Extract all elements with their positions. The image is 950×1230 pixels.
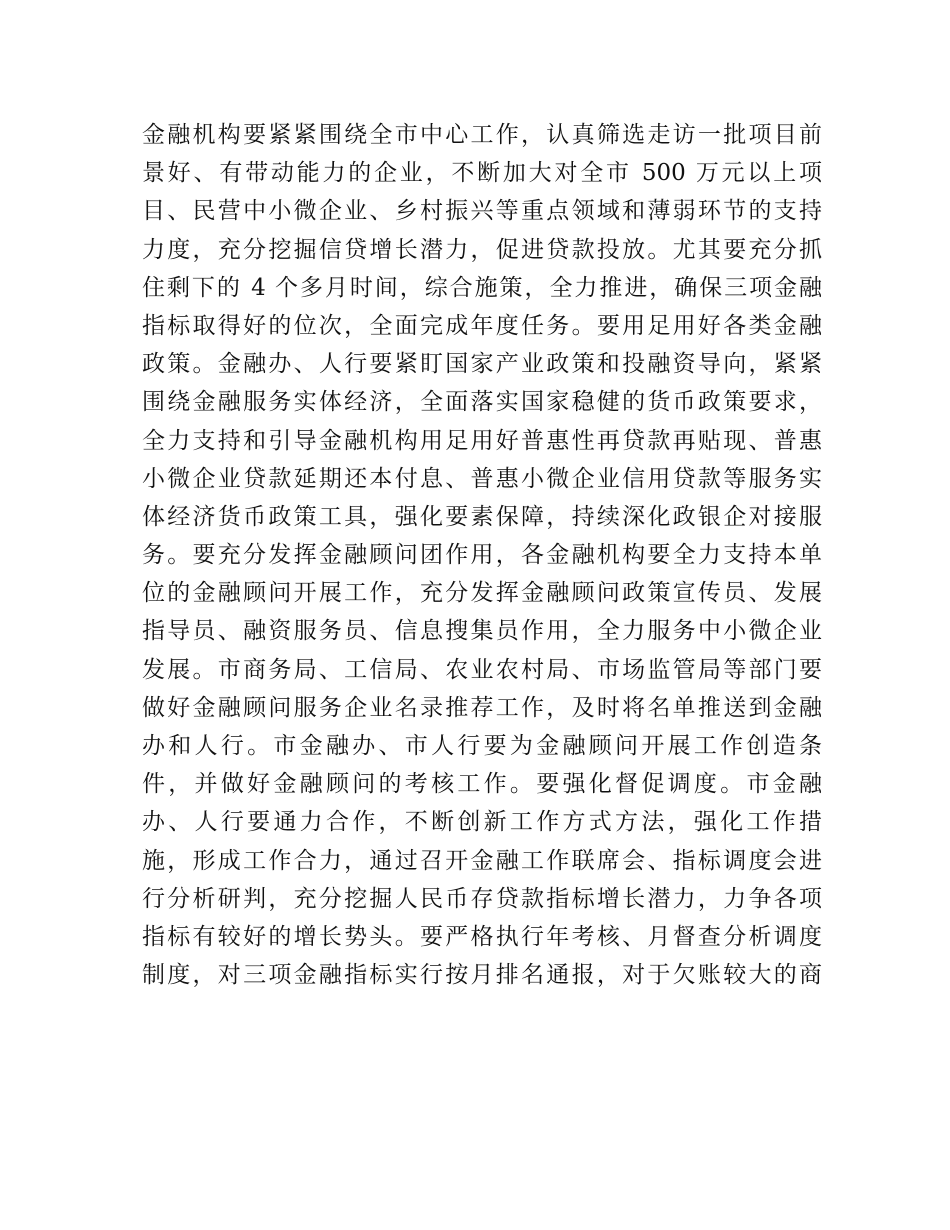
text-line: 力度，充分挖掘信贷增长潜力，促进贷款投放。尤其要充分抓 (142, 236, 822, 263)
text-line: 小微企业贷款延期还本付息、普惠小微企业信用贷款等服务实 (142, 465, 822, 492)
text-line: 行分析研判，充分挖掘人民币存贷款指标增长潜力，力争各项 (142, 885, 822, 912)
text-line: 办、人行要通力合作，不断创新工作方式方法，强化工作措 (142, 809, 822, 836)
text-line: 指标有较好的增长势头。要严格执行年考核、月督查分析调度 (142, 923, 822, 950)
text-line: 全力支持和引导金融机构用足用好普惠性再贷款再贴现、普惠 (142, 427, 822, 454)
text-line: 住剩下的 4 个多月时间，综合施策，全力推进，确保三项金融 (142, 274, 822, 301)
text-line: 办和人行。市金融办、市人行要为金融顾问开展工作创造条 (142, 733, 822, 759)
text-line: 体经济货币政策工具，强化要素保障，持续深化政银企对接服 (142, 503, 822, 530)
text-line: 目、民营中小微企业、乡村振兴等重点领域和薄弱环节的支持 (142, 198, 822, 225)
body-paragraph (142, 116, 822, 994)
text-line: 件，并做好金融顾问的考核工作。要强化督促调度。市金融 (142, 771, 822, 798)
text-line: 景好、有带动能力的企业，不断加大对全市 500 万元以上项 (142, 160, 822, 187)
text-line: 金融机构要紧紧围绕全市中心工作，认真筛选走访一批项目前 (142, 122, 822, 148)
text-line: 做好金融顾问服务企业名录推荐工作，及时将名单推送到金融 (142, 694, 822, 721)
text-line: 围绕金融服务实体经济，全面落实国家稳健的货币政策要求， (142, 389, 822, 416)
text-line: 发展。市商务局、工信局、农业农村局、市场监管局等部门要 (142, 656, 822, 683)
text-line: 指导员、融资服务员、信息搜集员作用，全力服务中小微企业 (142, 618, 822, 645)
text-line: 指标取得好的位次，全面完成年度任务。要用足用好各类金融 (142, 312, 822, 339)
text-line: 政策。金融办、人行要紧盯国家产业政策和投融资导向，紧紧 (142, 351, 822, 378)
text-line: 位的金融顾问开展工作，充分发挥金融顾问政策宣传员、发展 (142, 580, 822, 607)
text-line: 务。要充分发挥金融顾问团作用，各金融机构要全力支持本单 (142, 542, 822, 569)
text-line: 施，形成工作合力，通过召开金融工作联席会、指标调度会进 (142, 847, 822, 874)
text-line: 制度，对三项金融指标实行按月排名通报，对于欠账较大的商 (142, 962, 822, 989)
